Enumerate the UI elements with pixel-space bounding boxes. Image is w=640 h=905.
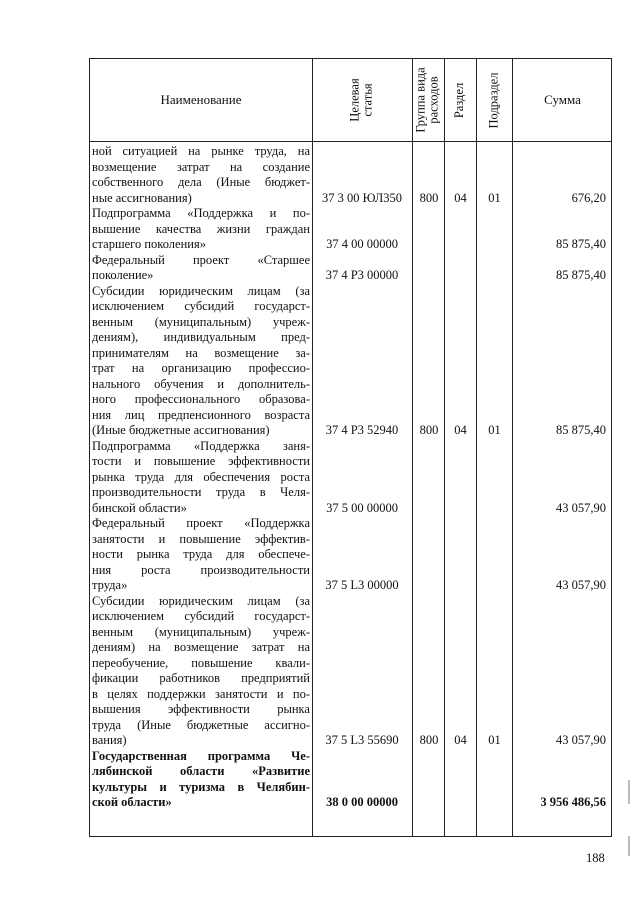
row-name-line: Субсидии юридическим лицам (за bbox=[92, 593, 310, 608]
table-row bbox=[90, 144, 611, 206]
row-name bbox=[92, 749, 310, 811]
row-target-article: 37 5 00 00000 bbox=[326, 500, 398, 515]
row-sum: 43 057,90 bbox=[556, 500, 606, 515]
row-name-line: возмещение затрат на создание bbox=[92, 159, 310, 174]
row-section: 04 bbox=[454, 190, 467, 205]
row-name-line: в целях поддержки занятости и по- bbox=[92, 686, 310, 701]
row-subsection: 01 bbox=[488, 190, 501, 205]
row-section: 04 bbox=[454, 733, 467, 747]
header-name-label: Наименование bbox=[160, 92, 242, 107]
header-group-line2: расходов bbox=[427, 76, 442, 124]
row-name-line: ской области» bbox=[92, 795, 172, 809]
row-name-line: трат на организацию профессио- bbox=[92, 361, 310, 375]
header-sum bbox=[512, 59, 613, 141]
row-name bbox=[92, 439, 310, 517]
header-sum-label: Сумма bbox=[544, 92, 581, 107]
page-number: 188 bbox=[586, 851, 605, 865]
header-target-article-label bbox=[349, 78, 375, 121]
row-name-line: труда (Иные бюджетные ассигно- bbox=[92, 717, 310, 732]
row-sum: 85 875,40 bbox=[556, 268, 606, 282]
header-separator bbox=[90, 141, 611, 142]
row-name-line: ния лиц предпенсионного возраста bbox=[92, 407, 310, 422]
row-subsection: 01 bbox=[488, 733, 501, 747]
header-target-line1: Целевая bbox=[348, 78, 362, 122]
row-name-line: поколение» bbox=[92, 268, 154, 282]
row-name-line: ния роста производительности bbox=[92, 562, 310, 577]
scan-edge-mark bbox=[628, 836, 630, 856]
row-name bbox=[92, 284, 310, 439]
row-target-article: 37 4 P3 00000 bbox=[325, 268, 399, 282]
row-sum: 43 057,90 bbox=[556, 733, 606, 747]
row-name bbox=[92, 144, 310, 206]
row-name-line: исключением субсидий государст- bbox=[92, 609, 310, 623]
row-name-line: культуры и туризма в Челябин- bbox=[92, 779, 310, 794]
header-section bbox=[444, 59, 476, 141]
row-name bbox=[92, 206, 310, 253]
row-name-line: Подпрограмма «Поддержка заня- bbox=[92, 438, 310, 453]
row-sum: 85 875,40 bbox=[556, 237, 606, 251]
header-subsection-label: Подраздел bbox=[486, 72, 501, 128]
table-row bbox=[90, 206, 611, 253]
header-expense-group bbox=[412, 59, 444, 141]
row-name-line: ного профессионального образова- bbox=[92, 392, 310, 406]
row-name bbox=[92, 516, 310, 594]
row-name-line: ности рынка труда для обеспече- bbox=[92, 547, 310, 561]
row-section: 04 bbox=[454, 423, 467, 437]
row-name-line: вышение качества жизни граждан bbox=[92, 221, 310, 236]
header-section-label: Раздел bbox=[452, 82, 467, 118]
header-subsection bbox=[476, 59, 512, 141]
scan-edge-mark bbox=[628, 780, 630, 804]
row-sum: 676,20 bbox=[571, 190, 606, 205]
row-sum: 43 057,90 bbox=[556, 578, 606, 592]
row-name-line: ные ассигнования) bbox=[92, 190, 192, 205]
row-sum: 85 875,40 bbox=[556, 423, 606, 437]
row-target-article: 38 0 00 00000 bbox=[326, 795, 398, 809]
header-target-article bbox=[312, 59, 412, 141]
row-target-article: 37 5 L3 55690 bbox=[325, 733, 399, 747]
header-expense-group-label bbox=[415, 67, 441, 132]
row-name-line: Федеральный проект «Старшее bbox=[92, 252, 310, 267]
row-expense-group: 800 bbox=[419, 190, 439, 205]
row-name-line: производительности труда в Челя- bbox=[92, 485, 310, 499]
row-target-article: 37 3 00 ЮЛ350 bbox=[321, 190, 403, 205]
row-name-line: (Иные бюджетные ассигнования) bbox=[92, 423, 270, 437]
header-group-line1: Группа вида bbox=[414, 67, 429, 133]
row-name-line: ной ситуацией на рынке труда, на bbox=[92, 144, 310, 158]
row-expense-group: 800 bbox=[419, 423, 439, 437]
row-expense-group: 800 bbox=[419, 733, 439, 747]
row-name-line: Государственная программа Че- bbox=[92, 748, 310, 763]
row-target-article: 37 4 P3 52940 bbox=[325, 423, 399, 437]
row-name-line: тости и повышение эффективности bbox=[92, 454, 310, 468]
row-name-line: исключением субсидий государст- bbox=[92, 299, 310, 313]
header-target-line2: статья bbox=[361, 83, 375, 117]
row-name-line: дениям) на возмещение затрат на bbox=[92, 640, 310, 654]
row-sum: 3 956 486,56 bbox=[540, 795, 606, 809]
row-name-line: вания) bbox=[92, 733, 127, 747]
row-name-line: занятости и повышение эффектив- bbox=[92, 531, 310, 546]
table-row bbox=[90, 516, 611, 594]
table-row bbox=[90, 284, 611, 439]
row-name-line: венным (муниципальным) учреж- bbox=[92, 314, 310, 329]
row-name bbox=[92, 253, 310, 284]
row-name-line: принимателям на возмещение за- bbox=[92, 345, 310, 360]
row-name-line: Субсидии юридическим лицам (за bbox=[92, 283, 310, 298]
budget-table bbox=[89, 58, 612, 837]
row-name-line: рынка труда для обеспечения роста bbox=[92, 469, 310, 484]
row-name-line: вышения эффективности рынка bbox=[92, 702, 310, 716]
row-name-line: венным (муниципальным) учреж- bbox=[92, 624, 310, 639]
row-name-line: старшего поколения» bbox=[92, 237, 206, 251]
row-name bbox=[92, 594, 310, 749]
row-name-line: дениям), индивидуальным пред- bbox=[92, 330, 310, 344]
table-row bbox=[90, 594, 611, 749]
row-name-line: лябинской области «Развитие bbox=[92, 764, 310, 778]
row-name-line: фикации работников предприятий bbox=[92, 671, 310, 685]
table-row bbox=[90, 253, 611, 284]
row-name-line: Федеральный проект «Поддержка bbox=[92, 516, 310, 530]
row-name-line: труда» bbox=[92, 578, 128, 592]
row-target-article: 37 4 00 00000 bbox=[326, 237, 398, 251]
header-name bbox=[90, 59, 312, 141]
row-name-line: Подпрограмма «Поддержка и по- bbox=[92, 206, 310, 220]
row-subsection: 01 bbox=[488, 423, 501, 437]
row-target-article: 37 5 L3 00000 bbox=[325, 578, 399, 592]
table-row bbox=[90, 439, 611, 517]
row-name-line: нального обучения и дополнитель- bbox=[92, 376, 310, 391]
row-name-line: собственного дела (Иные бюджет- bbox=[92, 175, 310, 189]
row-name-line: переобучение, повышение квали- bbox=[92, 655, 310, 670]
row-name-line: бинской области» bbox=[92, 500, 187, 515]
table-row bbox=[90, 749, 611, 811]
